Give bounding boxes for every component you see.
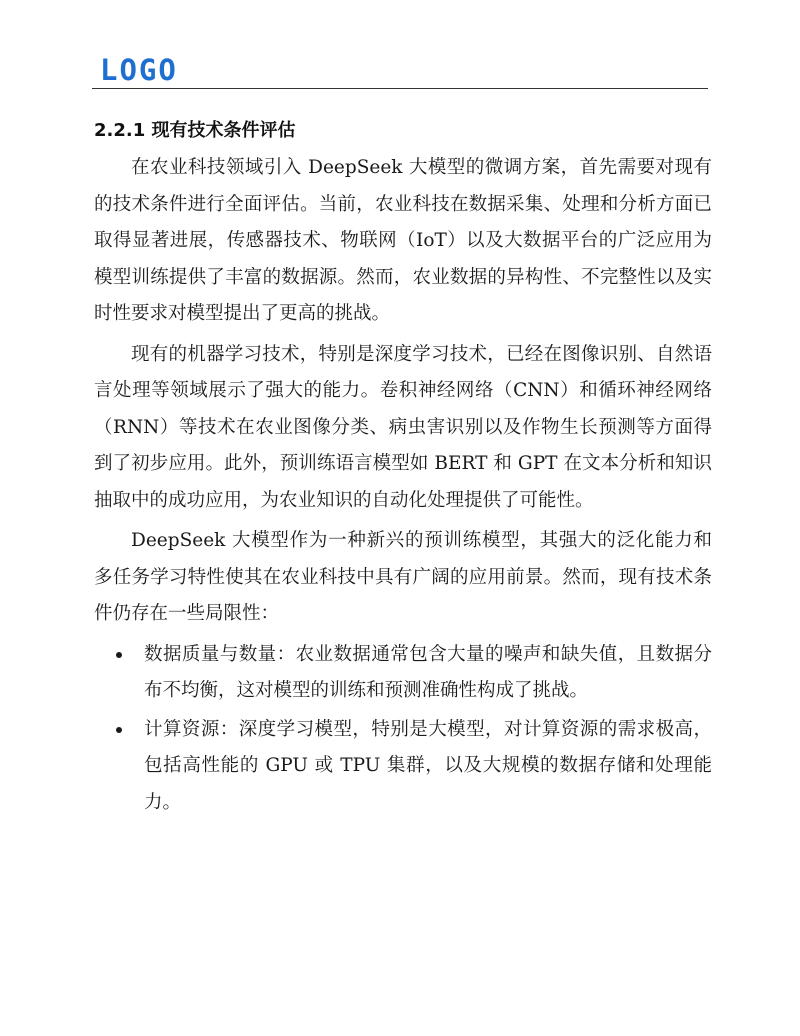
paragraph: 现有的机器学习技术，特别是深度学习技术，已经在图像识别、自然语言处理等领域展示了强大的能力。卷积神经网络（CNN）和循环神经网络（RNN）等技术在农业图像分类、病虫害识别以及作物生长预测等方面得到了初步应用。此外，预训练语言模型如 BERT 和 GPT 在文本分析和知识抽取中的成功应用，为农业知识的自动化处理提供了可能性。 (94, 343, 712, 511)
bullet-dot-icon (116, 727, 122, 733)
section-heading: 2.2.1 现有技术条件评估 (94, 120, 296, 141)
bullet-item (94, 637, 712, 710)
logo: LOGO (100, 53, 178, 87)
document-body (94, 116, 712, 823)
bullet-dot-icon (116, 652, 122, 658)
page-header (92, 50, 708, 89)
bullet-item (94, 712, 712, 822)
bullet-list (94, 637, 712, 822)
paragraph: 在农业科技领域引入 DeepSeek 大模型的微调方案，首先需要对现有的技术条件进行全面评估。当前，农业科技在数据采集、处理和分析方面已取得显著进展，传感器技术、物联网（IoT）以及大数据平台的广泛应用为模型训练提供了丰富的数据源。然而，农业数据的异构性、不完整性以及实时性要求对模型提出了更高的挑战。 (94, 157, 712, 324)
bullet-text: 数据质量与数量：农业数据通常包含大量的噪声和缺失值，且数据分布不均衡，这对模型的训练和预测准确性构成了挑战。 (144, 643, 712, 701)
paragraph: DeepSeek 大模型作为一种新兴的预训练模型，其强大的泛化能力和多任务学习特性使其在农业科技中具有广阔的应用前景。然而，现有技术条件仍存在一些局限性： (94, 530, 712, 624)
bullet-text: 计算资源：深度学习模型，特别是大模型，对计算资源的需求极高，包括高性能的 GPU 或 TPU 集群，以及大规模的数据存储和处理能力。 (144, 718, 712, 813)
